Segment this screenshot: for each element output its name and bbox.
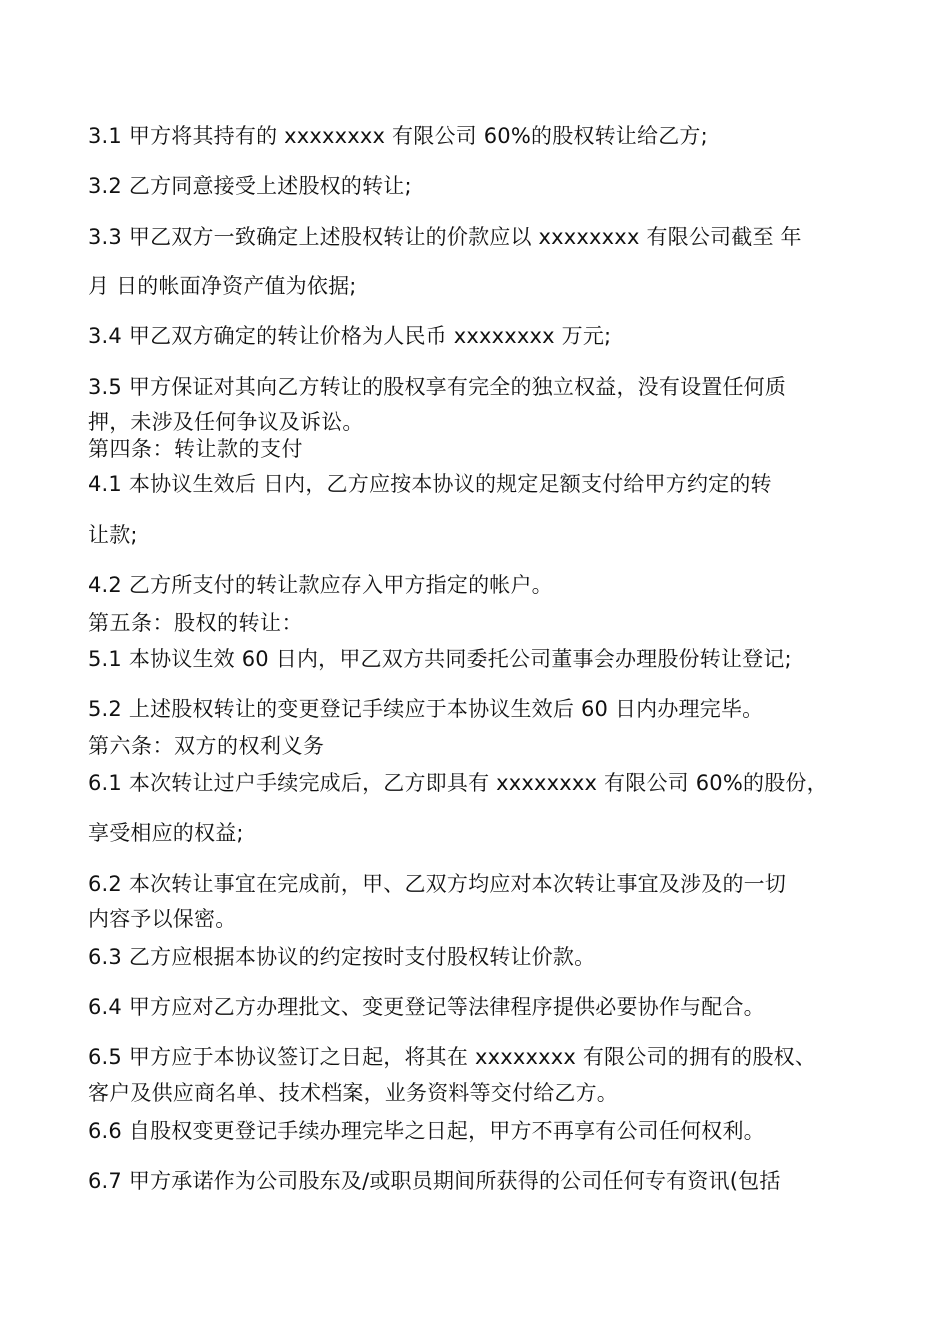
clause-6-1-line-1: 6.1 本次转让过户手续完成后，乙方即具有 xxxxxxxx 有限公司 60%的股份， [88, 771, 828, 795]
clause-6-6: 6.6 自股权变更登记手续办理完毕之日起，甲方不再享有公司任何权利。 [88, 1119, 765, 1143]
clause-4-1-line-1: 4.1 本协议生效后 日内，乙方应按本协议的规定足额支付给甲方约定的转 [88, 472, 772, 496]
clause-6-2-line-2: 内容予以保密。 [88, 907, 237, 931]
clause-3-3-line-2: 月 日的帐面净资产值为依据; [88, 274, 357, 298]
clause-3-1: 3.1 甲方将其持有的 xxxxxxxx 有限公司 60%的股权转让给乙方; [88, 124, 708, 148]
clause-5-1: 5.1 本协议生效 60 日内，甲乙双方共同委托公司董事会办理股份转让登记; [88, 647, 792, 671]
section-heading-5: 第五条：股权的转让： [88, 611, 303, 635]
clause-6-5-line-2: 客户及供应商名单、技术档案，业务资料等交付给乙方。 [88, 1081, 618, 1105]
clause-6-3: 6.3 乙方应根据本协议的约定按时支付股权转让价款。 [88, 945, 596, 969]
clause-5-2: 5.2 上述股权转让的变更登记手续应于本协议生效后 60 日内办理完毕。 [88, 697, 764, 721]
clause-6-5-line-1: 6.5 甲方应于本协议签订之日起，将其在 xxxxxxxx 有限公司的拥有的股权、 [88, 1045, 817, 1069]
clause-4-1-line-2: 让款; [88, 523, 138, 547]
clause-3-4: 3.4 甲乙双方确定的转让价格为人民币 xxxxxxxx 万元; [88, 324, 612, 348]
clause-6-7: 6.7 甲方承诺作为公司股东及/或职员期间所获得的公司任何专有资讯(包括 [88, 1169, 781, 1193]
clause-3-5-line-2: 押，未涉及任何争议及诉讼。 [88, 410, 364, 434]
clause-3-2: 3.2 乙方同意接受上述股权的转让; [88, 174, 412, 198]
section-heading-6: 第六条：双方的权利义务 [88, 734, 325, 758]
clause-3-5-line-1: 3.5 甲方保证对其向乙方转让的股权享有完全的独立权益，没有设置任何质 [88, 375, 787, 399]
clause-4-2: 4.2 乙方所支付的转让款应存入甲方指定的帐户。 [88, 573, 553, 597]
clause-6-1-line-2: 享受相应的权益; [88, 821, 244, 845]
section-heading-4: 第四条：转让款的支付 [88, 437, 303, 461]
clause-3-3-line-1: 3.3 甲乙双方一致确定上述股权转让的价款应以 xxxxxxxx 有限公司截至 年 [88, 225, 802, 249]
clause-6-2-line-1: 6.2 本次转让事宜在完成前，甲、乙双方均应对本次转让事宜及涉及的一切 [88, 872, 787, 896]
clause-6-4: 6.4 甲方应对乙方办理批文、变更登记等法律程序提供必要协作与配合。 [88, 995, 765, 1019]
